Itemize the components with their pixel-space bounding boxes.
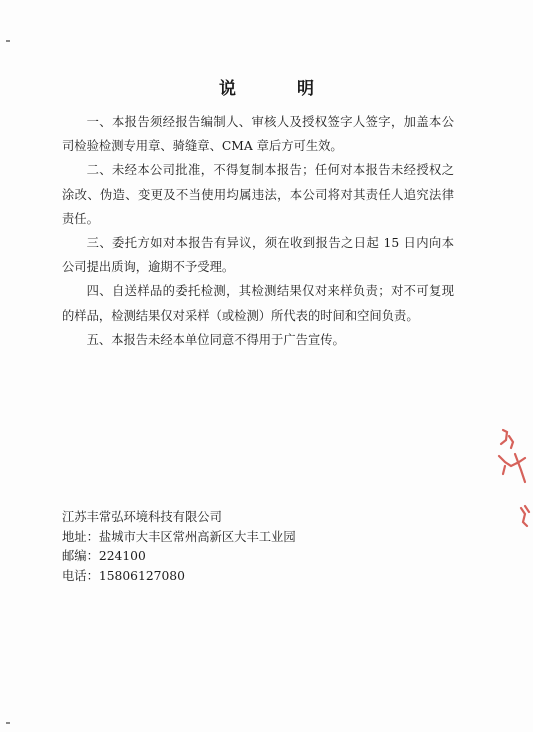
company-postcode: 邮编：224100 xyxy=(62,549,146,563)
company-address: 地址：盐城市大丰区常州高新区大丰工业园 xyxy=(62,529,296,544)
company-phone: 电话：15806127080 xyxy=(62,568,185,583)
company-info xyxy=(62,508,296,586)
page-title: 说 明 xyxy=(219,79,336,99)
scan-edge-mark xyxy=(6,40,10,42)
partial-seal-stamp xyxy=(495,426,533,536)
scan-edge-mark xyxy=(6,722,10,724)
note-paragraph-1: 一、本报告须经报告编制人、审核人及授权签字人签字，加盖本公司检验检测专用章、骑缝章、CMA 章后方可生效。 xyxy=(62,115,454,154)
note-paragraph-5: 五、本报告未经本单位同意不得用于广告宣传。 xyxy=(86,332,345,347)
note-paragraph-4: 四、自送样品的委托检测，其检测结果仅对来样负责；对不可复现的样品，检测结果仅对采样（或检测）所代表的时间和空间负责。 xyxy=(62,284,454,323)
note-paragraph-2: 二、未经本公司批准，不得复制本报告；任何对本报告未经授权之涂改、伪造、变更及不当使用均属违法，本公司将对其责任人追究法律责任。 xyxy=(62,163,454,226)
company-name: 江苏丰常弘环境科技有限公司 xyxy=(62,510,222,524)
note-paragraph-3: 三、委托方如对本报告有异议，须在收到报告之日起 15 日内向本公司提出质询，逾期不予受理。 xyxy=(62,236,454,275)
notes-body xyxy=(62,110,454,352)
